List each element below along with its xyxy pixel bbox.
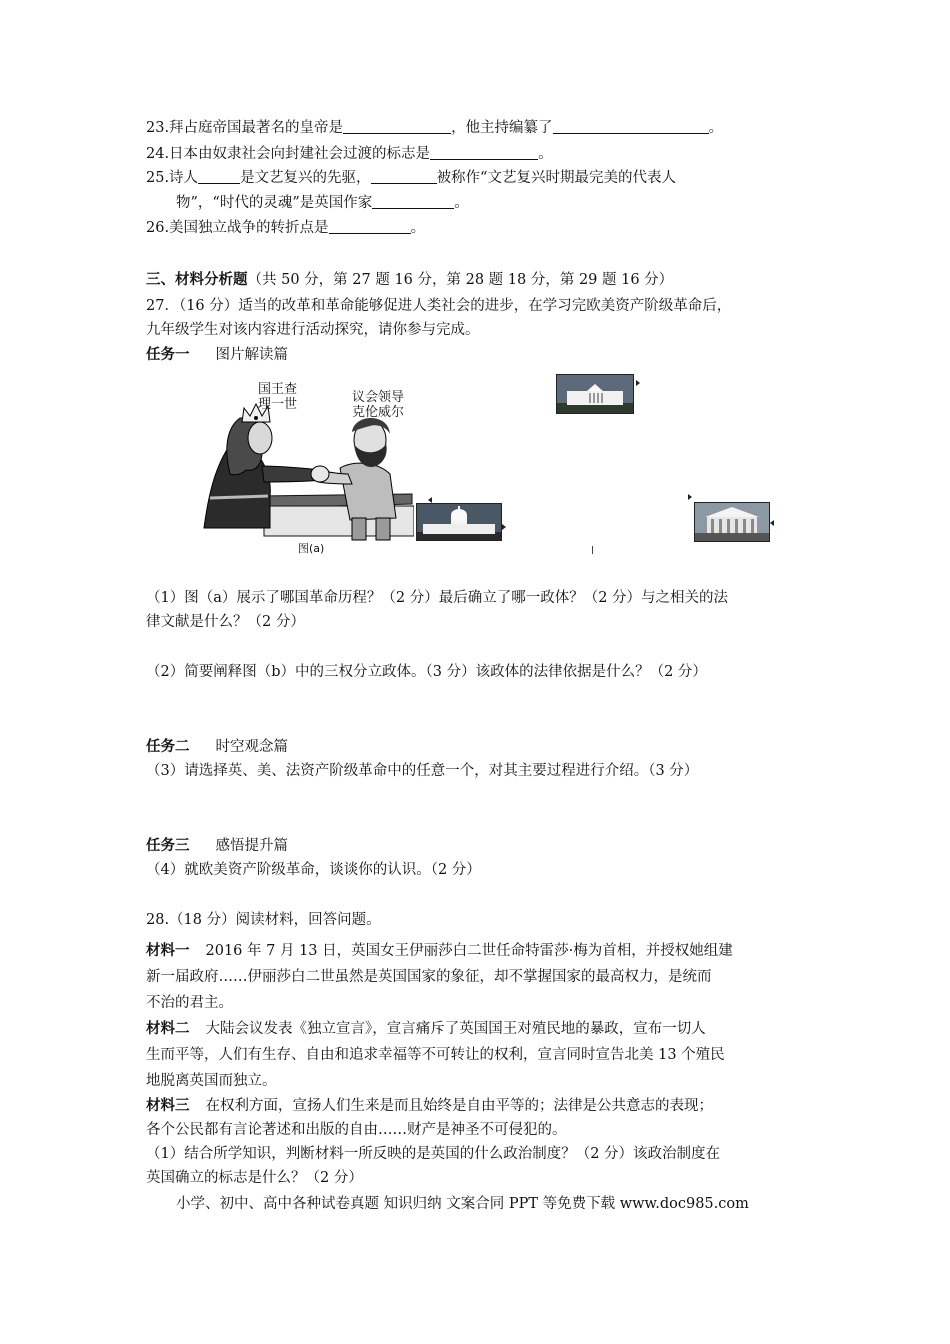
question-24: 24.日本由奴隶社会向封建社会过渡的标志是 。 (146, 146, 553, 162)
supreme-court-photo (694, 502, 770, 542)
task-2-title: 时空观念篇 (215, 739, 288, 755)
q25-blank-3[interactable] (372, 193, 454, 209)
arrow-icon (770, 520, 774, 526)
task-1-title: 图片解读篇 (215, 347, 288, 363)
q27-intro-line-1: 27．（16 分）适当的改革和革命能够促进人类社会的进步，在学习完欧美资产阶级革命后， (146, 298, 732, 314)
question-26: 26.美国独立战争的转折点是 。 (146, 220, 426, 236)
arrow-icon (502, 524, 506, 530)
q26-blank[interactable] (329, 218, 411, 234)
q23-text-mid: ，他主持编纂了 (451, 120, 553, 136)
q28-sub-1-line-2: 英国确立的标志是什么？（2 分） (146, 1170, 363, 1186)
q24-blank[interactable] (430, 144, 538, 160)
q27-sub-1-line-1: （1）图（a）展示了哪国革命历程？（2 分）最后确立了哪一政体？（2 分）与之相关的法 (146, 590, 729, 606)
material-3-label: 材料三 (146, 1097, 190, 1114)
arrow-icon (688, 494, 692, 500)
white-house-icon (557, 375, 633, 413)
task-1-label: 任务一 (146, 346, 190, 363)
capitol-building-icon (417, 504, 501, 540)
q28-intro: 28.（18 分）阅读材料，回答问题。 (146, 912, 381, 928)
material-1-label: 材料一 (146, 942, 190, 959)
figure-a (200, 378, 414, 556)
arrow-icon (636, 380, 640, 386)
q24-text: 24.日本由奴隶社会向封建社会过渡的标志是 (146, 146, 431, 162)
q27-sub-2: （2）简要阐释图（b）中的三权分立政体。（3 分）该政体的法律依据是什么？（2 分） (146, 664, 707, 680)
page-footer: 小学、初中、高中各种试卷真题 知识归纳 文案合同 PPT 等免费下载 www.doc985.com (176, 1196, 749, 1212)
q25-blank-1[interactable] (198, 168, 240, 184)
section-3-title: 三、材料分析题 (146, 271, 248, 288)
question-25: 25.诗人 是文艺复兴的先驱， 被称作“文艺复兴时期最完美的代表人 (146, 170, 676, 186)
white-house-photo (556, 374, 634, 414)
question-25-line-2: 物”，“时代的灵魂”是英国作家 。 (176, 195, 469, 211)
task-3-heading (146, 836, 288, 856)
question-23: 23.拜占庭帝国最著名的皇帝是 ，他主持编纂了 。 (146, 120, 724, 136)
material-1-line-1: 材料一 2016 年 7 月 13 日，英国女王伊丽莎白二世任命特雷莎·梅为首相，并授权她组建 (146, 942, 733, 959)
arrow-icon (428, 497, 432, 503)
material-3-line-2: 各个公民都有言论著述和出版的自由……财产是神圣不可侵犯的。 (146, 1122, 567, 1138)
figure-a-caption: 图(a) (298, 542, 325, 555)
task-3-title: 感悟提升篇 (215, 838, 288, 854)
material-2-label: 材料二 (146, 1020, 190, 1037)
material-2-line-1: 材料二 大陆会议发表《独立宣言》，宣言痛斥了英国国王对殖民地的暴政，宣布一切人 (146, 1020, 706, 1037)
material-2-line-2: 生而平等，人们有生存、自由和追求幸福等不可转让的权利，宣言同时宣告北美 13 个殖民 (146, 1047, 725, 1063)
task-1-heading (146, 345, 288, 365)
task-2-heading (146, 737, 288, 757)
material-3-line-1: 材料三 在权利方面，宣扬人们生来是而且始终是自由平等的；法律是公共意志的表现； (146, 1097, 713, 1114)
section-3-heading (146, 270, 673, 290)
material-2-line-3: 地脱离英国而独立。 (146, 1073, 277, 1089)
q27-sub-4: （4）就欧美资产阶级革命，谈谈你的认识。（2 分） (146, 862, 481, 878)
cromwell-label: 议会领导 克伦威尔 (352, 390, 405, 420)
q27-intro-line-2: 九年级学生对该内容进行活动探究，请你参与完成。 (146, 322, 480, 338)
q23-text: 23.拜占庭帝国最著名的皇帝是 (146, 120, 344, 136)
q23-blank-1[interactable] (343, 118, 451, 134)
q27-sub-1-line-2: 律文献是什么？（2 分） (146, 614, 305, 630)
q25-blank-2[interactable] (371, 168, 437, 184)
q27-sub-3: （3）请选择英、美、法资产阶级革命中的任意一个，对其主要过程进行介绍。（3 分） (146, 763, 699, 779)
divider-tick (592, 546, 593, 554)
task-2-label: 任务二 (146, 738, 190, 755)
task-3-label: 任务三 (146, 837, 190, 854)
capitol-photo (416, 503, 502, 541)
material-1-line-3: 不治的君主。 (146, 995, 233, 1011)
q25-text: 25.诗人 (146, 170, 199, 186)
supreme-court-icon (695, 503, 769, 541)
material-1-line-2: 新一届政府……伊丽莎白二世虽然是英国国家的象征，却不掌握国家的最高权力，是统而 (146, 969, 712, 985)
q28-sub-1-line-1: （1）结合所学知识，判断材料一所反映的是英国的什么政治制度？（2 分）该政治制度在 (146, 1146, 721, 1162)
section-3-note: （共 50 分，第 27 题 16 分，第 28 题 18 分，第 29 题 16 分） (247, 272, 674, 288)
q26-text: 26.美国独立战争的转折点是 (146, 220, 329, 236)
q23-blank-2[interactable] (553, 118, 709, 134)
king-label: 国王查 理一世 (258, 382, 298, 412)
